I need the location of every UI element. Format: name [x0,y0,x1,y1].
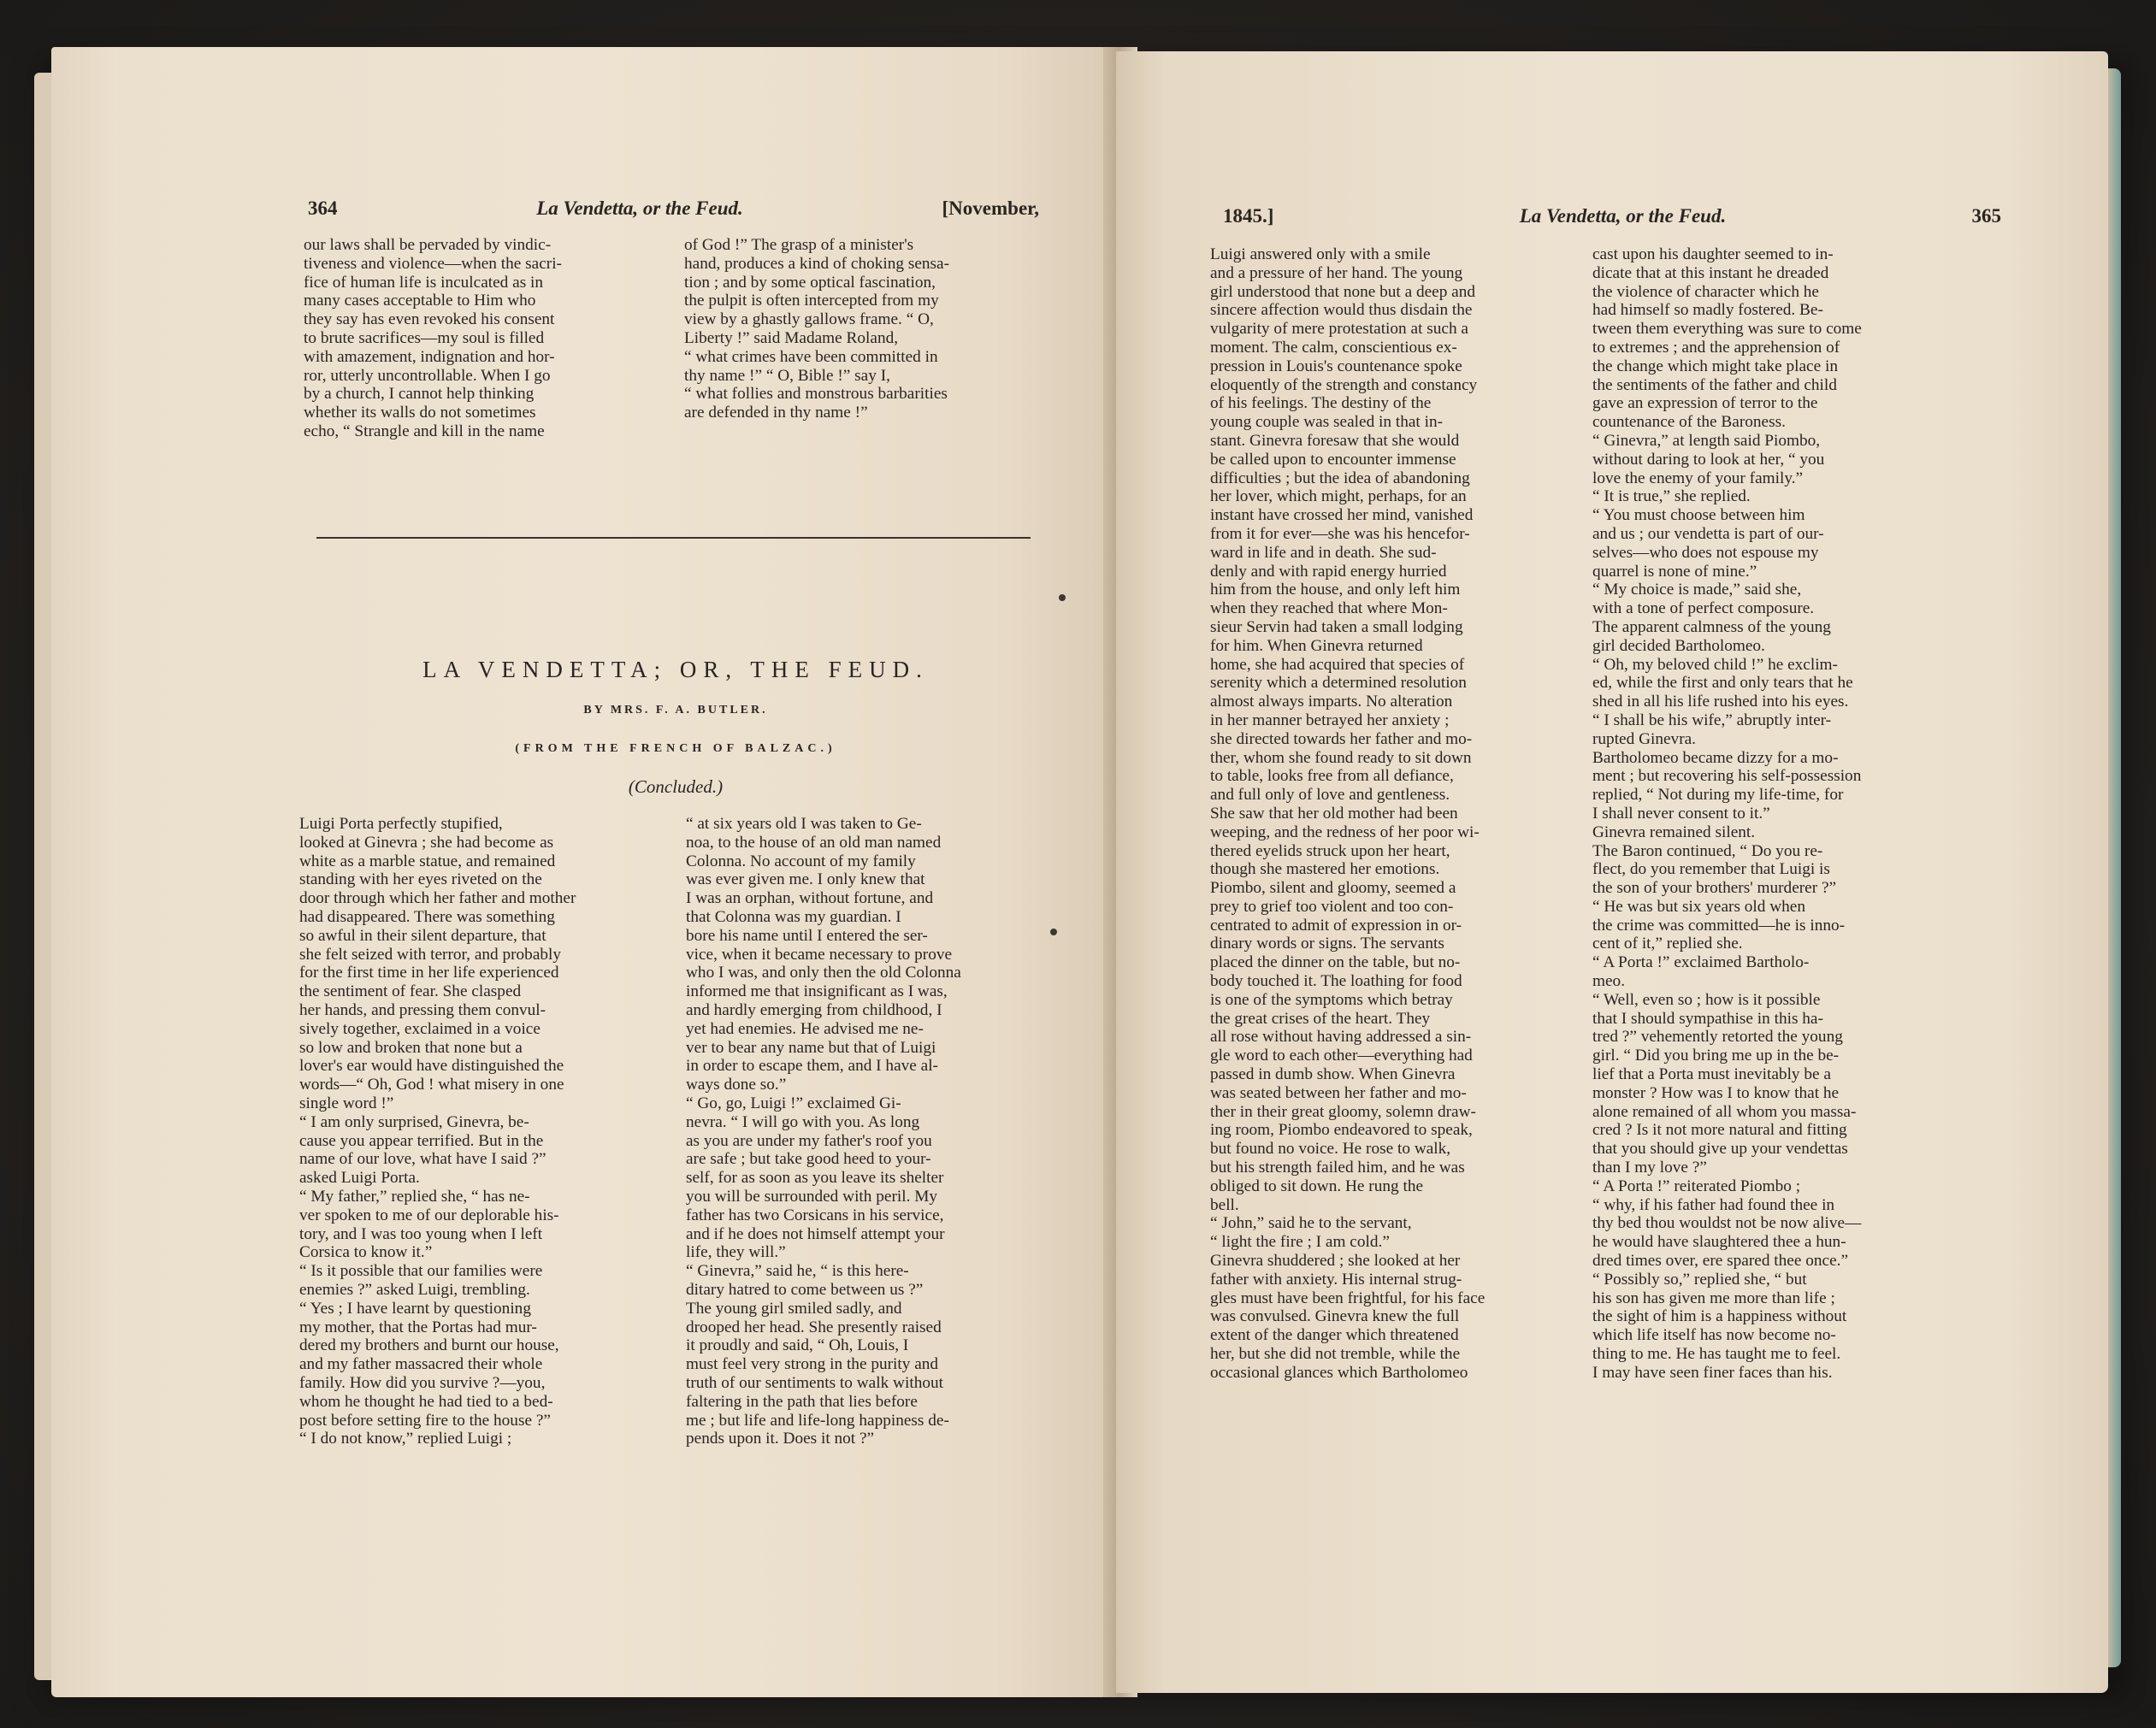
right-column-2: cast upon his daughter seemed to in- dicate that at this instant he dreaded the violence of character which he had himself so madly fostered. Be- tween them everything was sure to come to extremes ; and the apprehension of the change which might take place in the sentiments of the father and child gave an expression of terror to the countenance of the Baroness. “ Ginevra,” at length said Piombo, without daring to look at her, “ you love the enemy of your family.” “ It is true,” she replied. “ You must choose between him and us ; our vendetta is part of our- selves—who does not espouse my quarrel is none of mine.” “ My choice is made,” said she, with a tone of perfect composure. The apparent calmness of the young girl decided Bartholomeo. “ Oh, my beloved child !” he exclim- ed, while the first and only tears that he shed in all his life rushed into his eyes. “ I shall be his wife,” abruptly inter- rupted Ginevra. Bartholomeo became dizzy for a mo- ment ; but recovering his self-possession replied, “ Not during my life-time, for I shall never consent to it.” Ginevra remained silent. The Baron continued, “ Do you re- flect, do you remember that Luigi is the son of your brothers' murderer ?” “ He was but six years old when the crime was committed—he is inno- cent of it,” replied she. “ A Porta !” exclaimed Bartholo- meo. “ Well, even so ; how is it possible that I should sympathise in this ha- tred ?” vehemently retorted the young girl. “ Did you bring me up in the be- lief that a Porta must inevitably be a monster ? How was I to know that he alone remained of all whom you massa- cred ? Is it not more natural and fitting that you should give up your vendettas than I my love ?” “ A Porta !” reiterated Piombo ; “ why, if his father had found thee in thy bed thou wouldst not be now alive— he would have slaughtered thee a hun- dred times over, ere spared thee once.” “ Possibly so,” replied she, “ but his son has given me more than life ; the sight of him is a happiness without which life itself has now become no- thing to me. He has taught me to feel. I may have seen finer faces than his. [1592,245,1862,1382]
right-page-number: 365 [1971,205,2001,227]
article-byline: BY MRS. F. A. BUTLER. [583,704,768,717]
left-running-head [308,198,1039,220]
right-running-title: La Vendetta, or the Feud. [1519,205,1727,227]
right-running-head [1223,205,2001,227]
article-title: LA VENDETTA; OR, THE FEUD. [422,657,929,682]
section-rule [316,537,1031,539]
left-column-1: Luigi Porta perfectly stupified, looked at Ginevra ; she had become as white as a marble statue, and remained standing with her eyes riveted on the door through which her father and mother had disappeared. There was something so awful in their silent departure, that she felt seized with terror, and probably for the first time in her life experienced the sentiment of fear. She clasped her hands, and pressing them convul- sively together, exclaimed in a voice so low and broken that none but a lover's ear would have distinguished the words—“ Oh, God ! what misery in one single word !” “ I am only surprised, Ginevra, be- cause you appear terrified. But in the name of our love, what have I said ?” asked Luigi Porta. “ My father,” replied she, “ has ne- ver spoken to me of our deplorable his- tory, and I was too young when I left Corsica to know it.” “ Is it possible that our families were enemies ?” asked Luigi, trembling. “ Yes ; I have learnt by questioning my mother, that the Portas had mur- dered my brothers and burnt our house, and my father massacred their whole family. How did you survive ?—you, whom he thought he had tied to a bed- post before setting fire to the house ?” “ I do not know,” replied Luigi ; [299,815,576,1448]
left-page [51,47,1125,1697]
right-column-1: Luigi answered only with a smile and a pressure of her hand. The young girl understood that none but a deep and sincere affection would thus disdain the vulgarity of mere protestation at such a moment. The calm, conscientious ex- pression in Louis's countenance spoke eloquently of the strength and constancy of his feelings. The destiny of the young couple was sealed in that in- stant. Ginevra foresaw that she would be called upon to encounter immense difficulties ; but the idea of abandoning her lover, which might, perhaps, for an instant have crossed her mind, vanished from it for ever—she was his hencefor- ward in life and in death. She sud- denly and with rapid energy hurried him from the house, and only left him when they reached that where Mon- sieur Servin had taken a small lodging for him. When Ginevra returned home, she had acquired that species of serenity which a determined resolution almost always imparts. No alteration in her manner betrayed her anxiety ; she directed towards her father and mo- ther, whom she found ready to sit down to table, looks free from all defiance, and full only of love and gentleness. She saw that her old mother had been weeping, and the redness of her poor wi- thered eyelids struck upon her heart, though she mastered her emotions. Piombo, silent and gloomy, seemed a prey to grief too violent and too con- centrated to admit of expression in or- dinary words or signs. The servants placed the dinner on the table, but no- body touched it. The loathing for food is one of the symptoms which betray the great crises of the heart. They all rose without having addressed a sin- gle word to each other—everything had passed in dumb show. When Ginevra was seated between her father and mo- ther in their great gloomy, solemn draw- ing room, Piombo endeavored to speak, but found no voice. He rose to walk, but his strength failed him, and he was obliged to sit down. He rung the bell. “ John,” said he to the servant, “ light the fire ; I am cold.” Ginevra shuddered ; she looked at her father with anxiety. His internal strug- gles must have been frightful, for his face was convulsed. Ginevra knew the full extent of the danger which threatened her, but she did not tremble, while the occasional glances which Bartholomeo [1210,245,1486,1382]
right-running-date: 1845.] [1223,205,1274,227]
binding-thread-1 [1059,594,1066,601]
left-prev-column-1: our laws shall be pervaded by vindic- tiveness and violence—when the sacri- fice of human life is inculcated as in many cases acceptable to Him who they say has even revoked his consent to brute sacrifices—my soul is filled with amazement, indignation and hor- ror, utterly uncontrollable. When I go by a church, I cannot help thinking whether its walls do not sometimes echo, “ Strangle and kill in the name [304,236,562,440]
left-running-title: La Vendetta, or the Feud. [536,198,743,219]
article-concluded: (Concluded.) [628,776,724,797]
left-prev-column-2: of God !” The grasp of a minister's hand, produces a kind of choking sensa- tion ; and by some optical fascination, the pulpit is often intercepted from my view by a ghastly gallows frame. “ O, Liberty !” said Madame Roland, “ what crimes have been committed in thy name !” “ O, Bible !” say I, “ what follies and monstrous barbarities are defended in thy name !” [684,236,950,422]
left-column-2: “ at six years old I was taken to Ge- noa, to the house of an old man named Colonna. No account of my family was ever given me. I only knew that I was an orphan, without fortune, and that Colonna was my guardian. I bore his name until I entered the ser- vice, when it became necessary to prove who I was, and only then the old Colonna informed me that insignificant as I was, and hardly emerging from childhood, I yet had enemies. He advised me ne- ver to bear any name but that of Luigi in order to escape them, and I have al- ways done so.” “ Go, go, Luigi !” exclaimed Gi- nevra. “ I will go with you. As long as you are under my father's roof you are safe ; but take good heed to your- self, for as soon as you leave its shelter you will be surrounded with peril. My father has two Corsicans in his service, and if he does not himself attempt your life, they will.” “ Ginevra,” said he, “ is this here- ditary hatred to come between us ?” The young girl smiled sadly, and drooped her head. She presently raised it proudly and said, “ Oh, Louis, I must feel very strong in the purity and truth of our sentiments to walk without faltering in the path that lies before me ; but life and life-long happiness de- pends upon it. Does it not ?” [686,815,961,1448]
binding-thread-2 [1050,929,1057,935]
right-page [1116,51,2108,1693]
left-running-date: [November, [942,198,1039,219]
left-page-number: 364 [308,198,338,219]
article-source: (FROM THE FRENCH OF BALZAC.) [515,742,836,755]
